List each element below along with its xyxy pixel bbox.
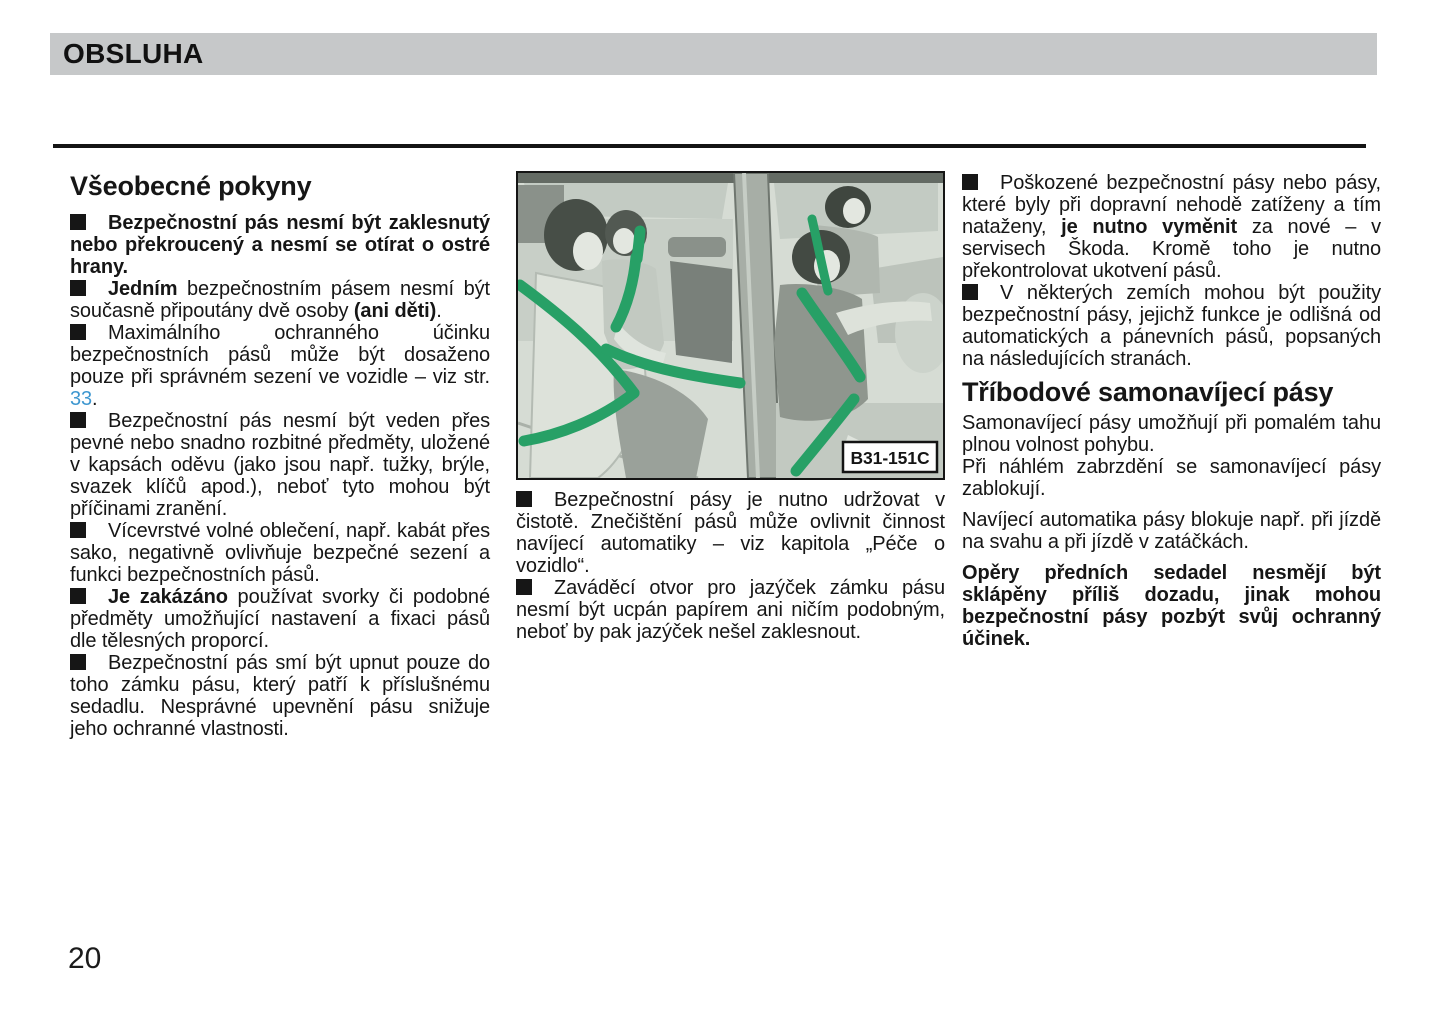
text-run: Bezpečnostní pás smí být upnut pouze do toho zámku pásu, který patří k příslušnému sedadlu. Nesprávné upevnění pásu snižuje jeho ochranné vlastnosti. <box>70 652 490 740</box>
bullet-square-icon <box>70 522 86 538</box>
text-run: bezpečnostním pásem nesmí být současně připoutány dvě osoby <box>70 278 490 322</box>
right-column <box>962 172 1381 650</box>
body-paragraph <box>516 489 945 577</box>
body-paragraph <box>962 562 1381 650</box>
body-paragraph <box>70 410 490 520</box>
text-run: Tříbodové samonavíjecí pásy <box>962 377 1334 407</box>
body-paragraph <box>962 172 1381 282</box>
figure-code-text: B31-151C <box>850 448 930 468</box>
text-run: Poškozené bezpečnostní pásy nebo pásy, které byly při dopravní nehodě zatíženy a tím nataženy, <box>962 172 1381 238</box>
body-paragraph <box>70 652 490 740</box>
section-heading <box>962 378 1381 406</box>
header-rule <box>53 144 1366 148</box>
text-run: je nutno vyměnit <box>1061 216 1238 238</box>
text-run: (ani děti) <box>353 300 437 322</box>
bullet-square-icon <box>70 588 86 604</box>
body-paragraph <box>70 322 490 410</box>
figure-caption <box>516 489 945 643</box>
bullet-square-icon <box>70 280 86 296</box>
text-run: . <box>92 388 98 410</box>
text-run: Zaváděcí otvor pro jazýček zámku pásu nesmí být ucpán papírem ani ničím podobným, neboť by pak jazýček nešel zaklesnout. <box>516 577 945 643</box>
text-run: Maximálního ochranného účinku bezpečnostních pásů může být dosaženo pouze při správném sezení ve vozidle – viz str. <box>70 322 490 388</box>
seatbelt-illustration <box>516 171 945 480</box>
figure-code-label <box>843 442 937 472</box>
bullet-square-icon <box>516 579 532 595</box>
text-run: Všeobecné pokyny <box>70 171 312 201</box>
body-paragraph <box>962 456 1381 500</box>
text-run: V některých zemích mohou být použity bezpečnostní pásy, jejichž funkce je odlišná od automatických a pánevních pásů, popsaných na následujících stranách. <box>962 282 1381 370</box>
middle-column <box>516 171 945 643</box>
bullet-square-icon <box>962 284 978 300</box>
text-run: Samonavíjecí pásy umožňují při pomalém tahu plnou volnost pohybu. <box>962 412 1381 456</box>
body-paragraph <box>962 509 1381 553</box>
bullet-square-icon <box>70 324 86 340</box>
text-run: Navíjecí automatika pásy blokuje např. při jízdě na svahu a při jízdě v zatáčkách. <box>962 509 1381 553</box>
text-run: Bezpečnostní pás nesmí být zaklesnutý nebo překroucený a nesmí se otírat o ostré hrany. <box>70 212 490 278</box>
section-title: OBSLUHA <box>63 38 204 69</box>
body-paragraph <box>516 577 945 643</box>
text-run: Jedním <box>108 278 178 300</box>
text-run: Vícevrstvé volné oblečení, např. kabát přes sako, negativně ovlivňuje bezpečné sezení a funkci bezpečnostních pásů. <box>70 520 490 586</box>
section-header-bar <box>50 33 1377 75</box>
body-paragraph <box>962 282 1381 370</box>
page-number: 20 <box>68 942 102 975</box>
bullet-square-icon <box>516 491 532 507</box>
body-paragraph <box>70 586 490 652</box>
text-run: Je zakázáno <box>108 586 228 608</box>
body-paragraph <box>962 412 1381 456</box>
bullet-square-icon <box>70 654 86 670</box>
text-run: Bezpečnostní pásy je nutno udržovat v čistotě. Znečištění pásů může ovlivnit činnost navíjecí automatiky – viz kapitola „Péče o vozidlo“. <box>516 489 945 577</box>
text-run: používat svorky či podobné předměty umožňující nastavení a fixaci pásů dle tělesných proporcí. <box>70 586 490 652</box>
page-ref-link[interactable]: 33 <box>70 388 93 410</box>
section-heading <box>70 172 490 200</box>
text-run: Při náhlém zabrzdění se samonavíjecí pásy zablokují. <box>962 456 1381 500</box>
bullet-square-icon <box>70 214 86 230</box>
body-paragraph <box>70 520 490 586</box>
body-paragraph <box>70 278 490 322</box>
bullet-square-icon <box>70 412 86 428</box>
body-paragraph <box>70 212 490 278</box>
text-run: . <box>436 300 442 322</box>
bullet-square-icon <box>962 174 978 190</box>
text-run: Opěry předních sedadel nesmějí být sklápěny příliš dozadu, jinak mohou bezpečnostní pásy pozbýt svůj ochranný účinek. <box>962 562 1381 650</box>
text-run: za nové – v servisech Škoda. Kromě toho je nutno překontrolovat ukotvení pásů. <box>962 216 1381 282</box>
left-column <box>70 172 490 740</box>
text-run: Bezpečnostní pás nesmí být veden přes pevné nebo snadno rozbitné předměty, uložené v kapsách oděvu (jako jsou např. tužky, brýle, svazek klíčů apod.), neboť tyto mohou být příčinami zranění. <box>70 410 490 520</box>
